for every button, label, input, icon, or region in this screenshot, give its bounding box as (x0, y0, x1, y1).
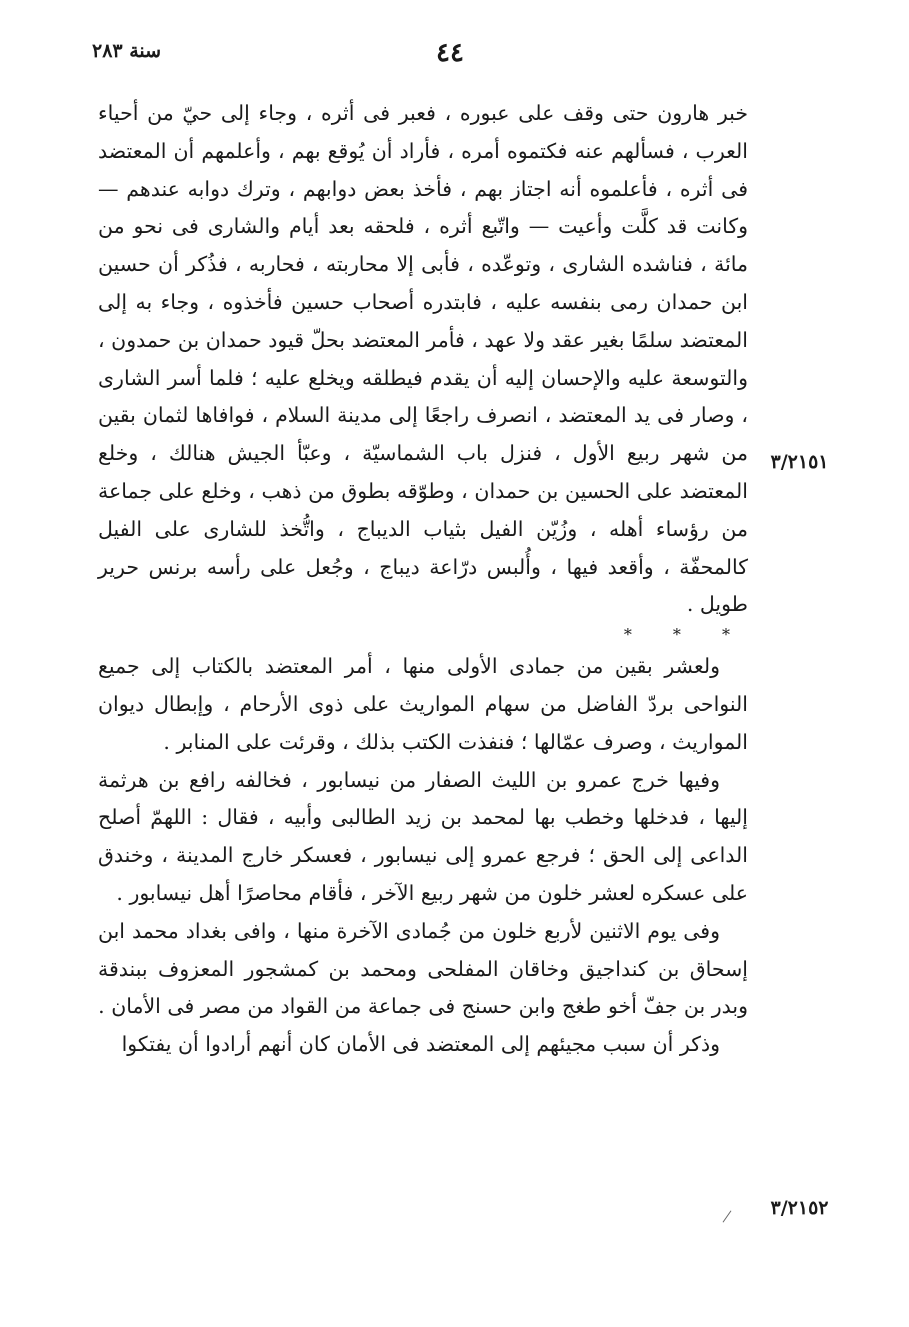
paragraph-2: ولعشر بقين من جمادى الأولى منها ، أمر المعتضد بالكتاب إلى جميع النواحى بردّ الفاضل من سهام المواريث على ذوى الأرحام ، وإبطال ديوان المواريث ، وصرف عمّالها ؛ فنفذت الكتب بذلك ، وقرئت على المنابر . (98, 654, 748, 754)
stray-mark (723, 1210, 732, 1222)
paragraph-5: وذكر أن سبب مجيئهم إلى المعتضد فى الأمان كان أنهم أرادوا أن يفتكوا (121, 1032, 720, 1057)
paragraph-3: وفيها خرج عمرو بن الليث الصفار من نيسابور ، فخالفه رافع بن هرثمة إليها ، فدخلها وخطب بها لمحمد بن زيد الطالبى وأبيه ، فقال : اللهمّ أصلح الداعى إلى الحق ؛ فرجع عمرو إلى نيسابور ، فعسكر خارج المدينة ، وخندق على عسكره لعشر خلون من شهر ربيع الآخر ، فأقام محاصرًا أهل نيسابور . (98, 767, 748, 905)
main-text (98, 95, 748, 1064)
year-header: سنة ٢٨٣ (92, 40, 162, 62)
margin-reference-1: ٣/٢١٥١ (770, 451, 829, 473)
margin-reference-2: ٣/٢١٥٢ (770, 1197, 829, 1219)
section-divider: * * * (623, 625, 748, 645)
page-number: ٤٤ (436, 38, 464, 68)
paragraph-4: وفى يوم الاثنين لأربع خلون من جُمادى الآخرة منها ، وافى بغداد محمد ابن إسحاق بن كنداجيق وخاقان المفلحى ومحمد بن كمشجور المعزوف ببندقة وبدر بن جفّ أخو طغج وابن حسنج فى جماعة من القواد من مصر فى الأمان . (98, 918, 748, 1019)
paragraph-1: خبر هارون حتى وقف على عبوره ، فعبر فى أثره ، وجاء إلى حيّ من أحياء العرب ، فسألهم عنه فكتموه أمره ، فأراد أن يُوقع بهم ، وأعلمهم أن المعتضد فى أثره ، فأعلموه أنه اجتاز بهم ، فأخذ بعض دوابهم ، وترك دوابه عندهم — وكانت قد كلَّت وأعيت — واتّبع أثره ، فلحقه بعد أيام والشارى فى نحو من مائة ، فناشده الشارى ، وتوعّده ، فأبى إلا محاربته ، فحاربه ، فذُكر أن حسين ابن حمدان رمى بنفسه عليه ، فابتدره أصحاب حسين فأخذوه ، وجاء به إلى المعتضد سلمًا بغير عقد ولا عهد ، فأمر المعتضد بحلّ قيود حمدان بن حمدون ، والتوسعة عليه والإحسان إليه أن يقدم فيطلقه ويخلع عليه ؛ فلما أسر الشارى ، وصار فى يد المعتضد ، انصرف راجعًا إلى مدينة السلام ، فوافاها لثمان بقين من شهر ربيع الأول ، فنزل باب الشماسيّة ، وعبّأ الجيش هنالك ، وخلع المعتضد على الحسين بن حمدان ، وطوّقه بطوق من ذهب ، وخلع على جماعة من رؤساء أهله ، وزُيّن الفيل بثياب الديباج ، واتُّخذ للشارى على الفيل كالمحفّة ، وأقعد فيها ، وأُلبس درّاعة ديباج ، وجُعل على رأسه برنس حرير طويل . (98, 101, 748, 617)
